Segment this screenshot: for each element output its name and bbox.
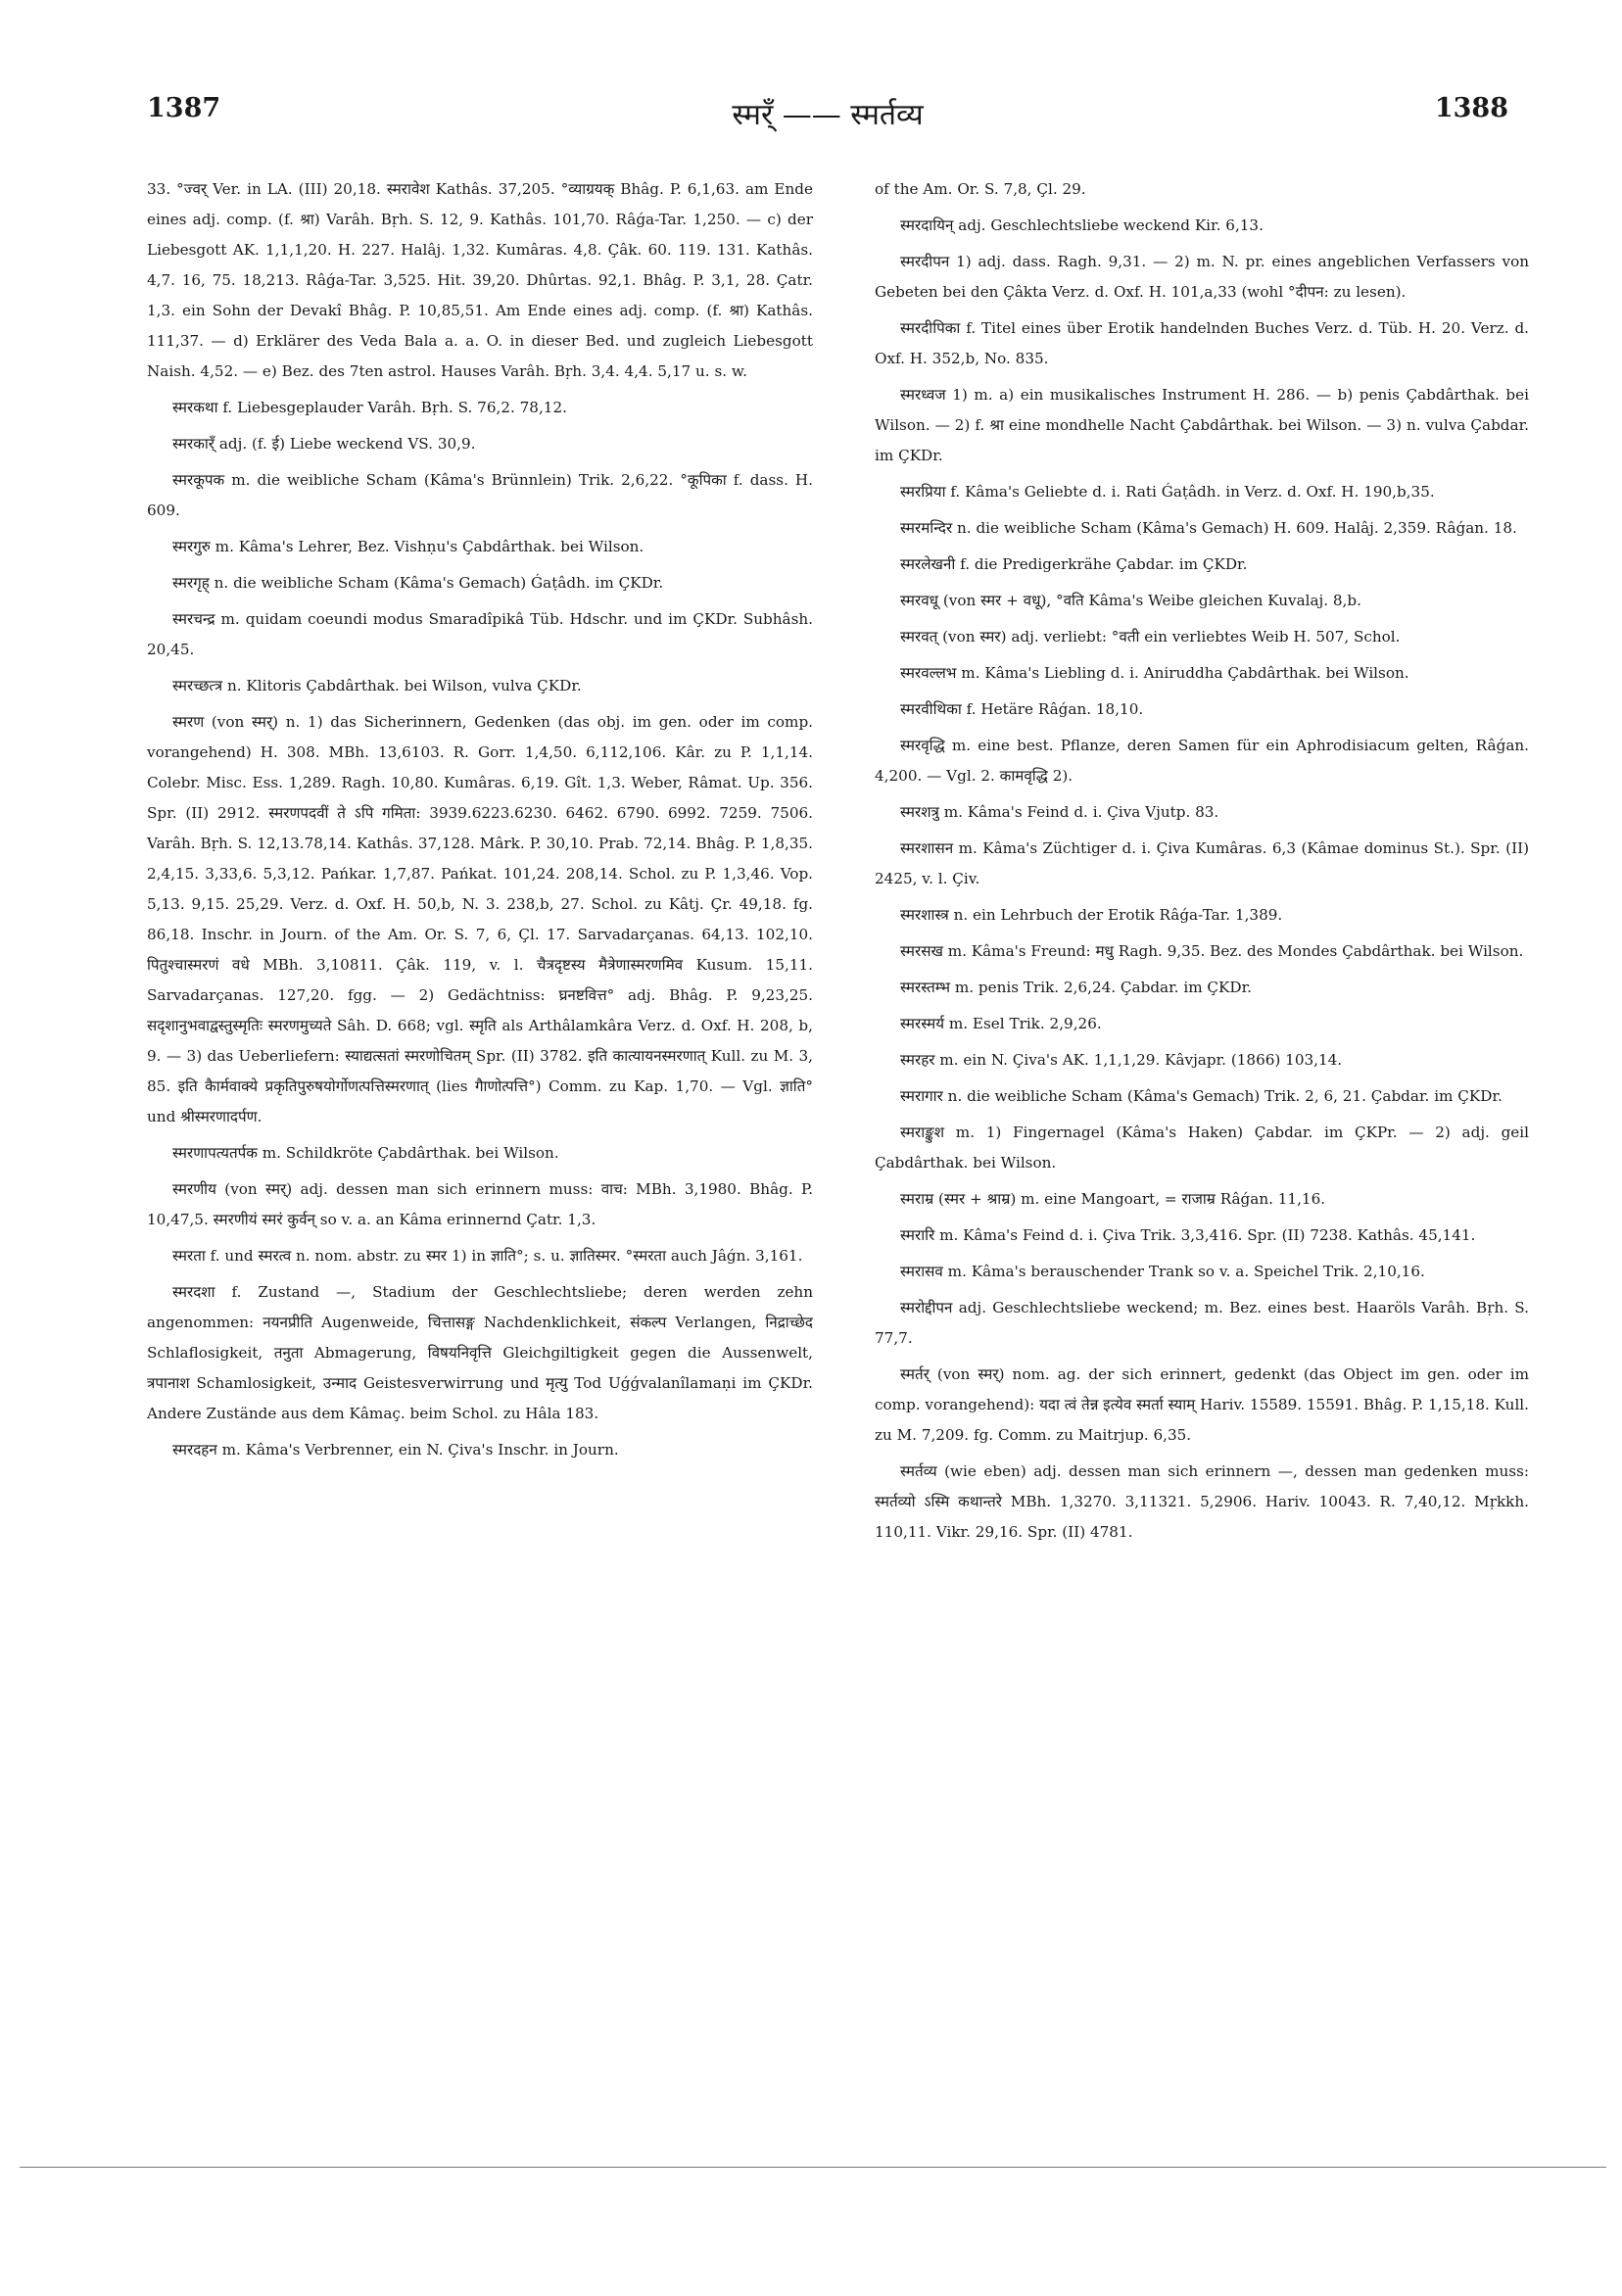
- dictionary-entry: स्मरवत् (von स्मर) adj. verliebt: °वती ein verliebtes Weib H. 507, Schol.: [900, 628, 1401, 646]
- dictionary-entry: स्मरारि m. Kâma's Feind d. i. Çiva Trik. 3,3,416. Spr. (II) 7238. Kathâs. 45,141.: [900, 1226, 1476, 1244]
- dictionary-entry: स्मरणीय (von स्मर्) adj. dessen man sich erinnern muss: वाच: MBh. 3,1980. Bhâg. P. 10,47,5. स्मरणीयं स्मरं कुर्वन् so v. a. an Kâma erinnernd Çatr. 1,3.: [147, 1180, 813, 1228]
- dictionary-entry: स्मरसख m. Kâma's Freund: मधु Ragh. 9,35. Bez. des Mondes Çabdârthak. bei Wilson.: [900, 942, 1524, 960]
- dictionary-entry: स्मरवीथिका f. Hetäre Râǵan. 18,10.: [900, 700, 1144, 718]
- dictionary-entry: स्मरणापत्यतर्पक m. Schildkröte Çabdârthak. bei Wilson.: [172, 1144, 559, 1162]
- dictionary-entry: स्मरकार्ँ adj. (f. ई) Liebe weckend VS. 30,9.: [172, 435, 476, 453]
- page-header: [147, 93, 1508, 132]
- dictionary-entry: स्मरच्छत्त्र n. Klitoris Çabdârthak. bei Wilson, vulva ÇKDr.: [172, 677, 582, 694]
- dictionary-entry: स्मरशत्रु m. Kâma's Feind d. i. Çiva Vjutp. 83.: [900, 803, 1219, 821]
- dictionary-entry: स्मरता f. und स्मरत्व n. nom. abstr. zu स्मर 1) in ज्ञाति°; s. u. ज्ञातिस्मर. °स्मरता auch Jâǵn. 3,161.: [172, 1247, 803, 1265]
- dictionary-entry: स्मरगृह् n. die weibliche Scham (Kâma's Gemach) Ǵaṭâdh. im ÇKDr.: [172, 574, 664, 592]
- dictionary-entry: स्मरकथा f. Liebesgeplauder Varâh. Bṛh. S. 76,2. 78,12.: [172, 399, 567, 416]
- dictionary-entry: स्मरवधू (von स्मर + वधू), °वति Kâma's Weibe gleichen Kuvalaj. 8,b.: [900, 592, 1361, 609]
- dictionary-entry: स्मरवृद्धि m. eine best. Pflanze, deren Samen für ein Aphrodisiacum gelten, Râǵan. 4,200. — Vgl. 2. कामवृद्धि 2).: [875, 737, 1529, 785]
- dictionary-entry: स्मरस्तम्भ m. penis Trik. 2,6,24. Çabdar. im ÇKDr.: [900, 979, 1252, 996]
- dictionary-entry: स्मरदहन m. Kâma's Verbrenner, ein N. Çiva's Inschr. in Journ.: [172, 1441, 619, 1459]
- right-column: [875, 174, 1529, 1548]
- dictionary-entry: 33. °ज्वर् Ver. in LA. (III) 20,18. स्मरावेश Kathâs. 37,205. °व्याग्रयक् Bhâg. P. 6,1,63. am Ende eines adj. comp. (f. श्रा) Varâh. Bṛh. S. 12, 9. Kathâs. 101,70. Râǵa-Tar. 1,250. — c) der Liebesgott AK. 1,1,1,20. H. 227. Halâj. 1,32. Kumâras. 4,8. Çâk. 60. 119. 131. Kathâs. 4,7. 16, 75. 18,213. Râǵa-Tar. 3,525. Hit. 39,20. Dhûrtas. 92,1. Bhâg. P. 3,1, 28. Çatr. 1,3. ein Sohn der Devakî Bhâg. P. 10,85,51. Am Ende eines adj. comp. (f. श्रा) Kathâs. 111,37. — d) Erklärer des Veda Bala a. a. O. in dieser Bed. und zugleich Liebesgott Naish. 4,52. — e) Bez. des 7ten astrol. Hauses Varâh. Bṛh. 3,4. 4,4. 5,17 u. s. w.: [147, 180, 813, 380]
- dictionary-entry: स्मरासव m. Kâma's berauschender Trank so v. a. Speichel Trik. 2,10,16.: [900, 1263, 1425, 1280]
- dictionary-entry: स्मरदीपिका f. Titel eines über Erotik handelnden Buches Verz. d. Tüb. H. 20. Verz. d. Oxf. H. 352,b, No. 835.: [875, 319, 1529, 367]
- dictionary-entry: स्मरचन्द्र m. quidam coeundi modus Smaradîpikâ Tüb. Hdschr. und im ÇKDr. Subhâsh. 20,45.: [147, 610, 813, 658]
- left-page-number: 1387: [147, 93, 221, 123]
- dictionary-entry: स्मरहर m. ein N. Çiva's AK. 1,1,1,29. Kâvjapr. (1866) 103,14.: [900, 1051, 1343, 1069]
- dictionary-entry: of the Am. Or. S. 7,8, Çl. 29.: [875, 180, 1086, 198]
- dictionary-entry: स्मराङ्कुश m. 1) Fingernagel (Kâma's Haken) Çabdar. im ÇKPr. — 2) adj. geil Çabdârthak. bei Wilson.: [875, 1124, 1529, 1172]
- running-title: स्मर्ँ —— स्मर्तव्य: [732, 98, 924, 132]
- dictionary-entry: स्मरदीपन 1) adj. dass. Ragh. 9,31. — 2) m. N. pr. eines angeblichen Verfassers von Gebeten bei den Çâkta Verz. d. Oxf. H. 101,a,33 (wohl °दीपन: zu lesen).: [875, 253, 1529, 301]
- dictionary-entry: स्मरध्वज 1) m. a) ein musikalisches Instrument H. 286. — b) penis Çabdârthak. bei Wilson. — 2) f. श्रा eine mondhelle Nacht Çabdârthak. bei Wilson. — 3) n. vulva Çabdar. im ÇKDr.: [875, 386, 1529, 464]
- dictionary-entry: स्मरोद्दीपन adj. Geschlechtsliebe weckend; m. Bez. eines best. Haaröls Varâh. Bṛh. S. 77,7.: [875, 1299, 1529, 1347]
- bottom-rule: [20, 2167, 1606, 2168]
- dictionary-entry: स्मरागार n. die weibliche Scham (Kâma's Gemach) Trik. 2, 6, 21. Çabdar. im ÇKDr.: [900, 1087, 1503, 1105]
- dictionary-entry: स्मर्तव्य (wie eben) adj. dessen man sich erinnern —, dessen man gedenken muss: स्मर्तव्यो ऽस्मि कथान्तरे MBh. 1,3270. 3,11321. 5,2906. Hariv. 10043. R. 7,40,12. Mṛkkh. 110,11. Vikr. 29,16. Spr. (II) 4781.: [875, 1462, 1529, 1541]
- dictionary-entry: स्मरलेखनी f. die Predigerkrähe Çabdar. im ÇKDr.: [900, 555, 1248, 573]
- dictionary-entry: स्मरण (von स्मर्) n. 1) das Sicherinnern, Gedenken (das obj. im gen. oder im comp. vorangehend) H. 308. MBh. 13,6103. R. Gorr. 1,4,50. 6,112,106. Kâr. zu P. 1,1,14. Colebr. Misc. Ess. 1,289. Ragh. 10,80. Kumâras. 6,19. Gît. 1,3. Weber, Râmat. Up. 356. Spr. (II) 2912. स्मरणपदवीं ते ऽपि गमिता: 3939.6223.6230. 6462. 6790. 6992. 7259. 7506. Varâh. Bṛh. S. 12,13.78,14. Kathâs. 37,128. Mârk. P. 30,10. Prab. 72,14. Bhâg. P. 1,8,35. 2,4,15. 3,33,6. 5,3,12. Pańkar. 1,7,87. Pańkat. 101,24. 208,14. Schol. zu P. 1,3,46. Vop. 5,13. 9,15. 25,29. Verz. d. Oxf. H. 50,b, N. 3. 238,b, 27. Schol. zu Kâtj. Çr. 49,18. fg. 86,18. Inschr. in Journ. of the Am. Or. S. 7, 6, Çl. 17. Sarvadarçanas. 64,13. 102,10. पितुश्चास्मरणं वधे MBh. 3,10811. Çâk. 119, v. l. चैत्रदृष्टस्य मैत्रेणास्मरणमिव Kusum. 15,11. Sarvadarçanas. 127,20. fgg. — 2) Gedächtniss: घ्रनष्टवित्त° adj. Bhâg. P. 9,23,25. सदृशानुभवाद्वस्तुस्मृतिः स्मरणमुच्यते Sâh. D. 668; vgl. स्मृति als Arthâlamkâra Verz. d. Oxf. H. 208, b, 9. — 3) das Ueberliefern: स्याद्यत्सतां स्मरणोचितम् Spr. (II) 3782. इति कात्यायनस्मरणात् Kull. zu M. 3, 85. इति कैार्मवाक्ये प्रकृतिपुरुषयोर्गोणत्पत्तिस्मरणात् (lies गैाणोत्पत्ति°) Comm. zu Kap. 1,70. — Vgl. ज्ञाति° und श्रीस्मरणादर्पण.: [147, 713, 813, 1125]
- dictionary-entry: स्मरमन्दिर n. die weibliche Scham (Kâma's Gemach) H. 609. Halâj. 2,359. Râǵan. 18.: [900, 519, 1517, 537]
- dictionary-entry: स्मरप्रिया f. Kâma's Geliebte d. i. Rati Ǵaṭâdh. in Verz. d. Oxf. H. 190,b,35.: [900, 483, 1435, 501]
- dictionary-entry: स्मरवल्लभ m. Kâma's Liebling d. i. Aniruddha Çabdârthak. bei Wilson.: [900, 664, 1409, 682]
- dictionary-entry: स्मरदायिन् adj. Geschlechtsliebe weckend Kir. 6,13.: [900, 216, 1264, 234]
- dictionary-entry: स्मरशासन m. Kâma's Züchtiger d. i. Çiva Kumâras. 6,3 (Kâmae dominus St.). Spr. (II) 2425, v. l. Çiv.: [875, 839, 1529, 887]
- dictionary-entry: स्मरगुरु m. Kâma's Lehrer, Bez. Vishṇu's Çabdârthak. bei Wilson.: [172, 538, 644, 555]
- dictionary-entry: स्मरस्मर्य m. Esel Trik. 2,9,26.: [900, 1015, 1102, 1032]
- dictionary-entry: स्मराम्र (स्मर + श्राम्र) m. eine Mangoart, = राजाम्र Râǵan. 11,16.: [900, 1190, 1326, 1208]
- dictionary-entry: स्मरदशा f. Zustand —, Stadium der Geschlechtsliebe; deren werden zehn angenommen: नयनप्रीति Augenweide, चित्तासङ्ग Nachdenklichkeit, संकल्प Verlangen, निद्राच्छेद Schlaflosigkeit, तनुता Abmagerung, विषयनिवृत्ति Gleichgiltigkeit gegen die Aussenwelt, त्रपानाश Schamlosigkeit, उन्माद Geistesverwirrung und मृत्यु Tod Uǵǵvalanîlamaṇi im ÇKDr. Andere Zustände aus dem Kâmaç. beim Schol. zu Hâla 183.: [147, 1283, 813, 1422]
- dictionary-entry: स्मरशास्त्र n. ein Lehrbuch der Erotik Râǵa-Tar. 1,389.: [900, 906, 1283, 924]
- dictionary-entry: स्मर्तर् (von स्मर्) nom. ag. der sich erinnert, gedenkt (das Object im gen. oder im comp. vorangehend): यदा त्वं तेन्न इत्येव स्मर्ता स्याम् Hariv. 15589. 15591. Bhâg. P. 1,15,18. Kull. zu M. 7,209. fg. Comm. zu Maitrjup. 6,35.: [875, 1365, 1529, 1444]
- left-column: [147, 174, 813, 1465]
- dictionary-entry: स्मरकूपक m. die weibliche Scham (Kâma's Brünnlein) Trik. 2,6,22. °कूपिका f. dass. H. 609.: [147, 471, 813, 519]
- right-page-number: 1388: [1434, 93, 1508, 123]
